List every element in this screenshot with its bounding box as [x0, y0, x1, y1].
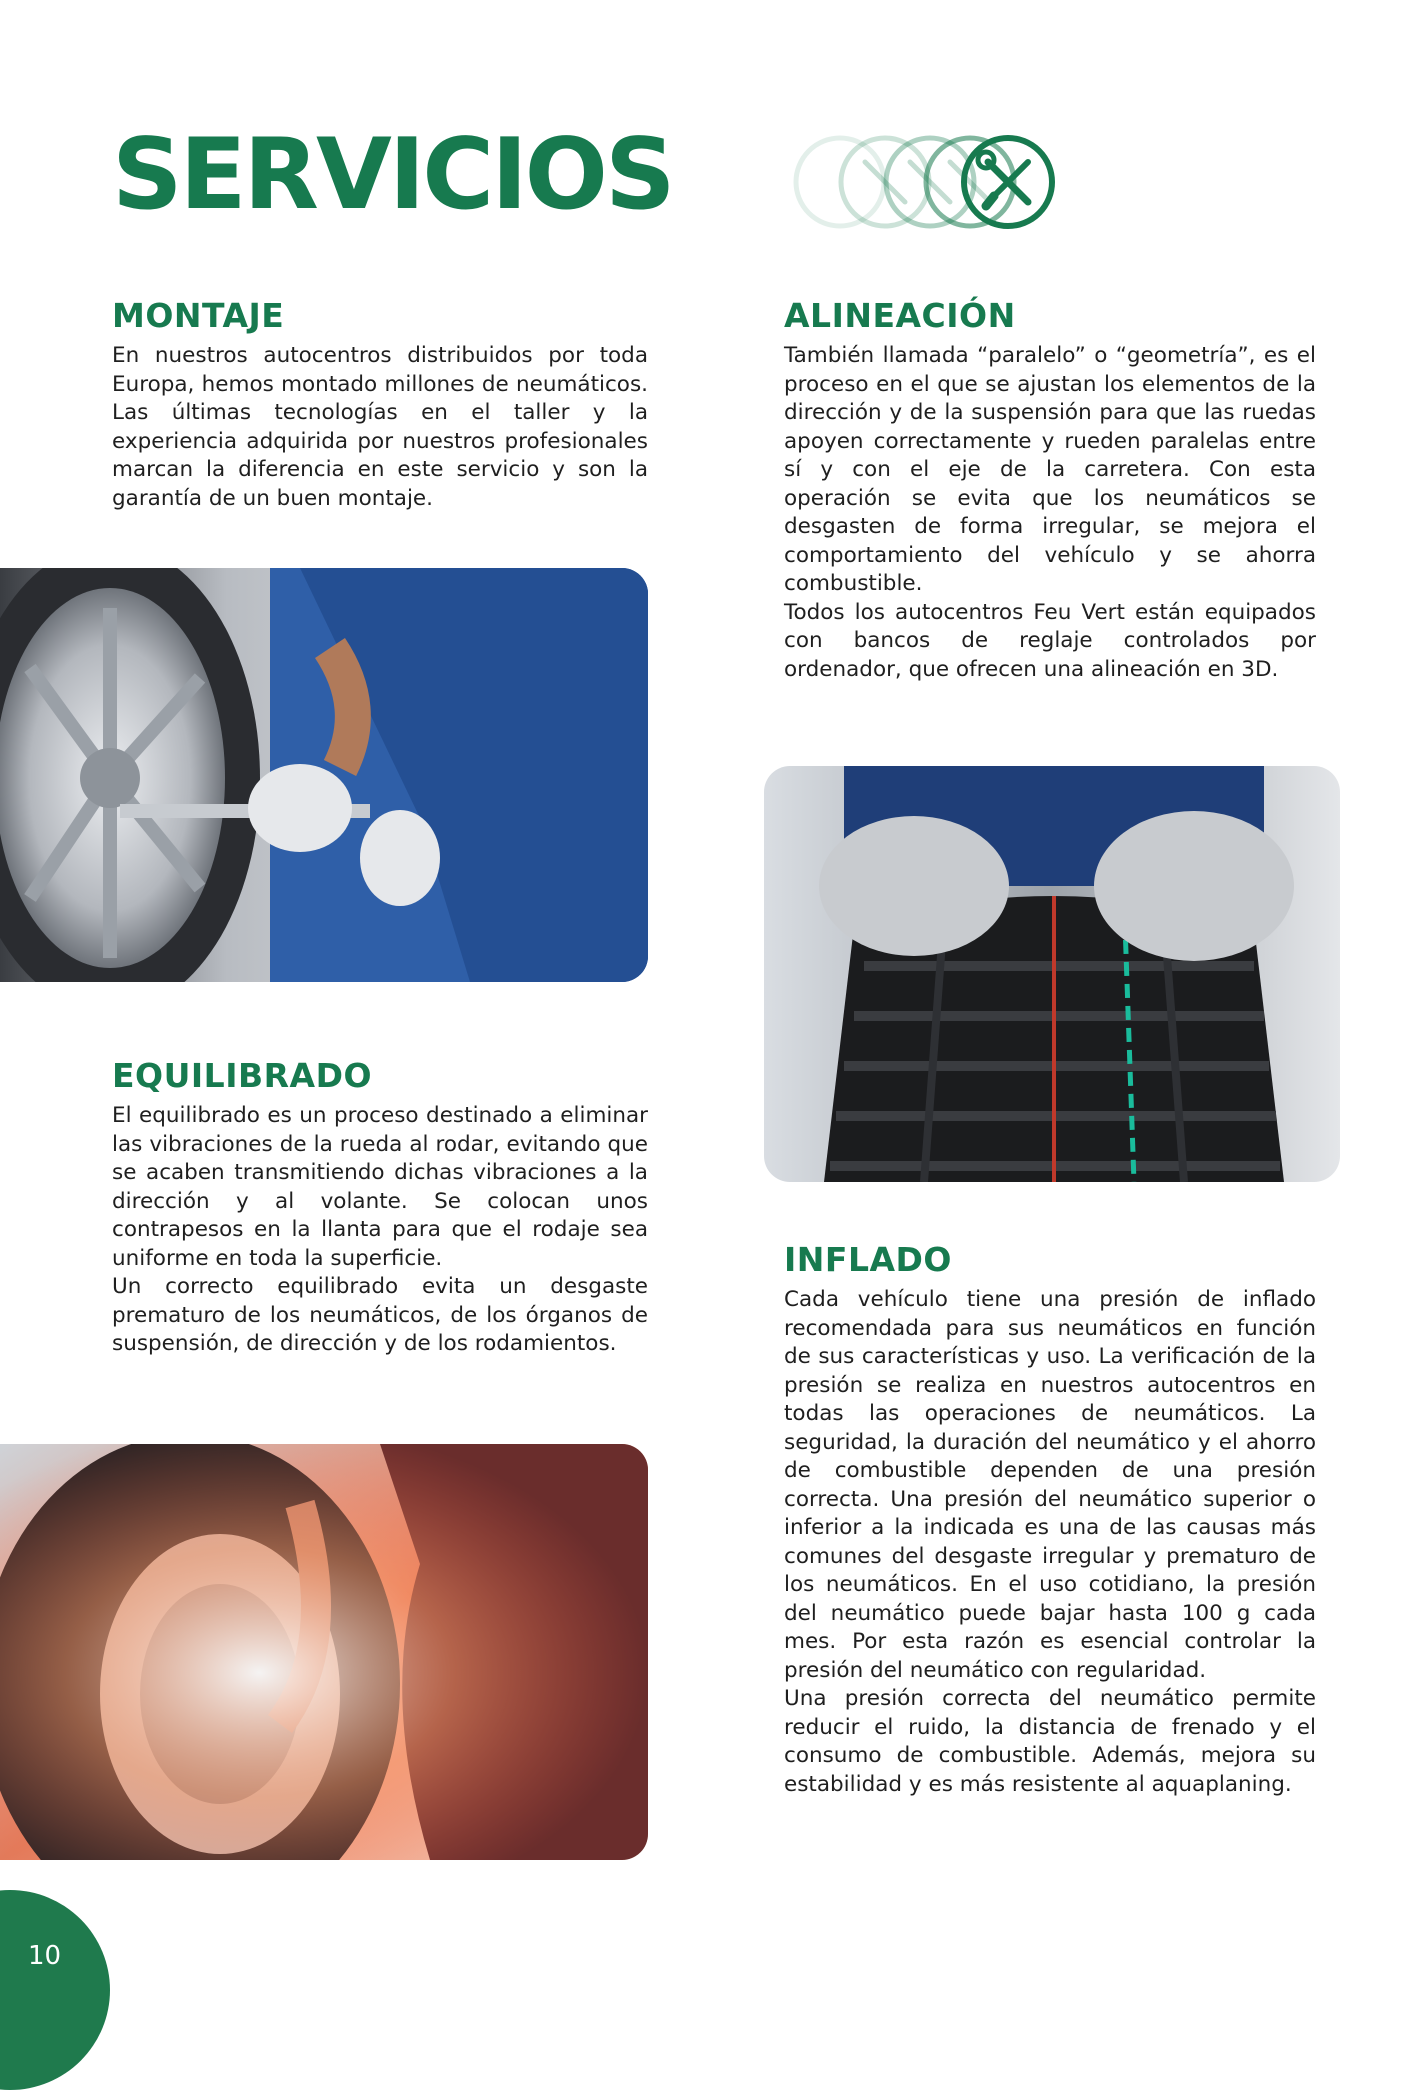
section-body: En nuestros autocentros distribuidos por toda Europa, hemos montado millones de neumáticos. Las últimas tecnologías en el taller y la experiencia adquirida por nuestros profesionales marcan la diferencia en este servicio y son la garantía de un buen montaje.	[112, 343, 648, 511]
section-equilibrado	[112, 1056, 648, 1359]
section-body: Cada vehículo tiene una presión de inflado recomendada para sus neumáticos en función de sus características y uso. La verificación de la presión se realiza en nuestros autocentros en todas las operaciones de neumáticos. La seguridad, la duración del neumático y el ahorro de combustible dependen de una presión correcta. Una presión del neumático superior o inferior a la indicada es una de las causas más comunes del desgaste irregular y prematuro de los neumáticos. En el uso cotidiano, la presión del neumático puede bajar hasta 100 g cada mes. Por esta razón es esencial controlar la presión del neumático con regularidad.	[784, 1287, 1316, 1683]
section-alineacion	[784, 296, 1316, 684]
section-heading: INFLADO	[784, 1240, 952, 1279]
section-heading: MONTAJE	[112, 296, 285, 335]
page-title: SERVICIOS	[112, 118, 673, 232]
section-body-2: Todos los autocentros Feu Vert están equipados con bancos de reglaje controlados por ordenador, que ofrecen una alineación en 3D.	[784, 599, 1316, 682]
section-heading: EQUILIBRADO	[112, 1056, 373, 1095]
page-number: 10	[28, 1941, 62, 1971]
wheel-balancing-photo	[0, 1444, 648, 1860]
section-inflado	[784, 1240, 1316, 1799]
page-number-badge	[0, 1890, 110, 2090]
section-body-2: Un correcto equilibrado evita un desgaste prematuro de los neumáticos, de los órganos de suspensión, de dirección y de los rodamientos.	[112, 1274, 648, 1356]
section-heading: ALINEACIÓN	[784, 296, 1016, 335]
wrench-screwdriver-icon	[780, 130, 1060, 234]
section-body: También llamada “paralelo” o “geometría”, es el proceso en el que se ajustan los elementos de la dirección y de la suspensión para que las ruedas apoyen correctamente y rueden paralelas entre sí y con el eje de la carretera. Con esta operación se evita que los neumáticos se desgasten de forma irregular, se mejora el comportamiento del vehículo y se ahorra combustible.	[784, 343, 1316, 596]
section-body-2: Una presión correcta del neumático permite reducir el ruido, la distancia de frenado y el consumo de combustible. Además, mejora su estabilidad y es más resistente al aquaplaning.	[784, 1686, 1316, 1797]
section-body: El equilibrado es un proceso destinado a eliminar las vibraciones de la rueda al rodar, evitando que se acaben transmitiendo dichas vibraciones a la dirección y al volante. Se colocan unos contrapesos en la llanta para que el rodaje sea uniforme en toda la superficie.	[112, 1103, 648, 1271]
tire-tread-photo	[764, 766, 1340, 1182]
section-montaje	[112, 296, 648, 513]
tire-mounting-photo	[0, 568, 648, 982]
